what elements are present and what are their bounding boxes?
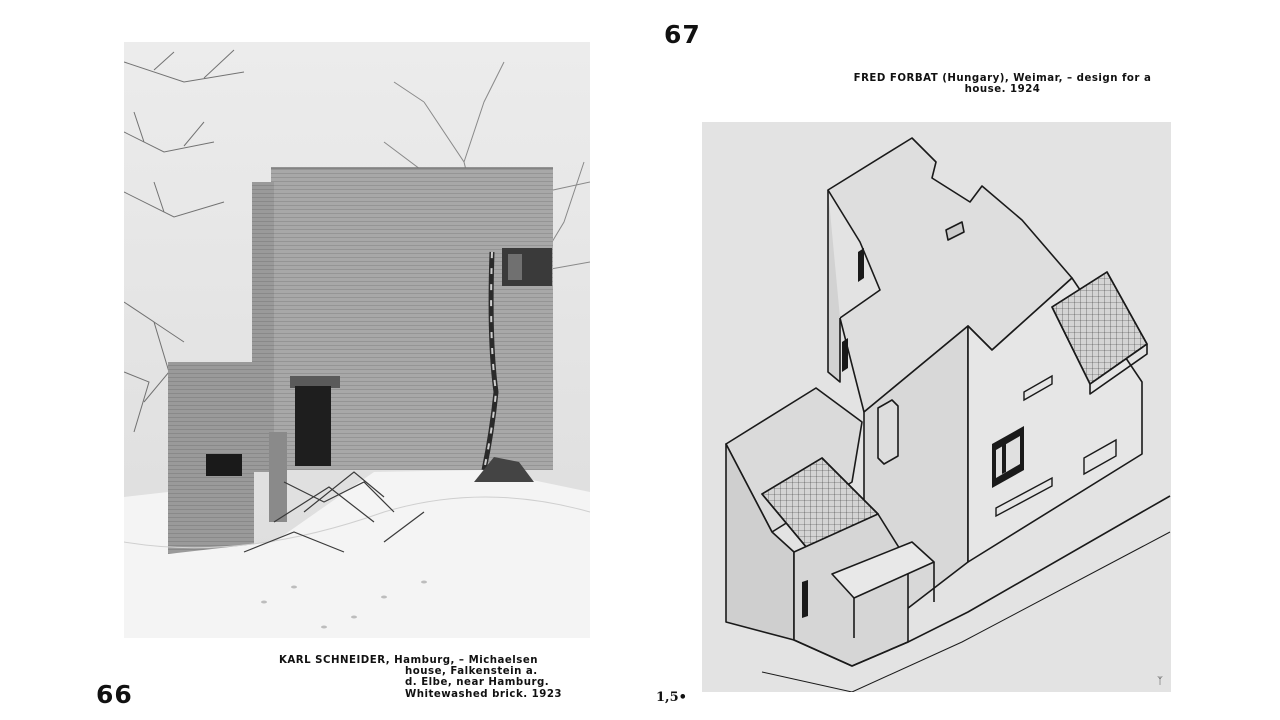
photo-caption-schneider (279, 655, 599, 700)
printer-signature-mark: 1,5• (656, 690, 687, 705)
caption-line: Whitewashed brick. 1923 (405, 688, 563, 700)
caption-line: KARL SCHNEIDER, Hamburg, – Michaelsen (279, 655, 539, 666)
michaelsen-house-photo (124, 42, 590, 638)
caption-line: house, Falkenstein a. (405, 666, 538, 678)
caption-line: FRED FORBAT (Hungary), Weimar, – design for a (853, 73, 1152, 84)
forbat-house-axonometric-drawing (702, 122, 1171, 692)
drawing-caption-forbat (830, 73, 1175, 95)
svg-text:ᛉ: ᛉ (1157, 676, 1163, 687)
page-number-67: 67 (664, 20, 701, 49)
caption-line: house. 1924 (964, 84, 1041, 96)
page-number-66: 66 (96, 680, 133, 709)
caption-line: d. Elbe, near Hamburg. (405, 677, 550, 689)
